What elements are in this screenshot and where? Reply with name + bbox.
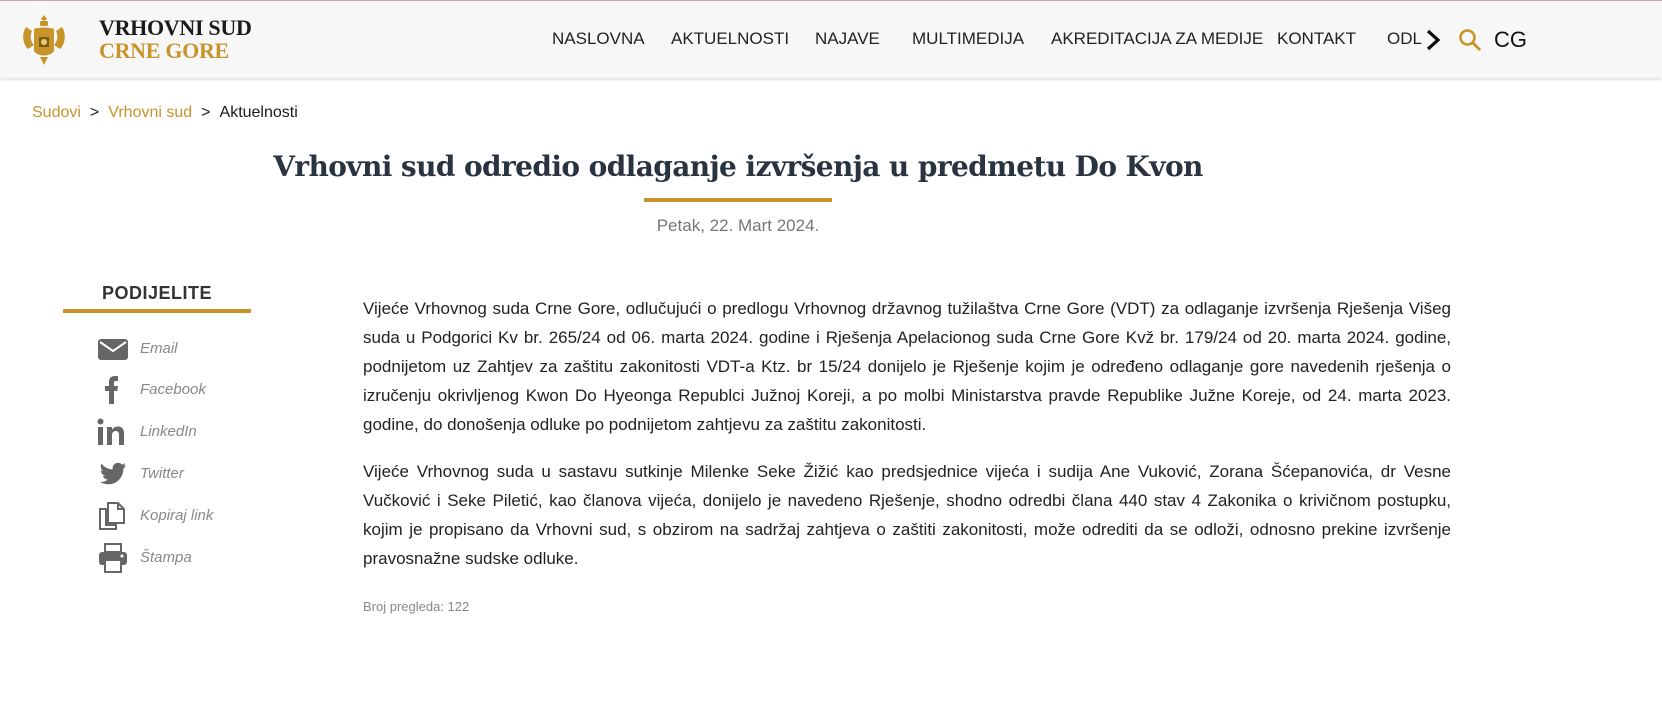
- breadcrumb-separator: >: [89, 104, 100, 121]
- title-divider: [644, 198, 832, 202]
- share-facebook[interactable]: [97, 375, 257, 405]
- twitter-icon: [97, 459, 129, 489]
- breadcrumb: [32, 104, 298, 122]
- brand-line-1: VRHOVNI SUD: [99, 15, 252, 40]
- nav-item-aktuelnosti[interactable]: AKTUELNOSTI: [671, 29, 790, 48]
- share-label: Facebook: [140, 381, 206, 398]
- coat-of-arms-logo[interactable]: [20, 13, 68, 67]
- nav-item-najave[interactable]: NAJAVE: [815, 29, 880, 48]
- article-paragraph: Vijeće Vrhovnog suda u sastavu sutkinje Milenke Seke Žižić kao predsjednice vijeća i sudija Ane Vuković, Zorana Šćepanovića, dr Vesne Vučković i Seke Piletić, kao članova vijeća, donijelo je navedeno Rješenje, shodno odredbi člana 440 stav 4 Zakonika o krivičnom postupku, kojim je propisano da Vrhovni sud, s obzirom na sadržaj zahtjeva o zaštiti zakonitosti, može odrediti da se odloži, odnosno prekine izvršenje pravosnažne sudske odluke.: [363, 462, 1451, 568]
- article-paragraph: Vijeće Vrhovnog suda Crne Gore, odlučujući o predlogu Vrhovnog državnog tužilaštva Crne Gore (VDT) za odlaganje izvršenja Rješenja Višeg suda u Podgorici Kv br. 265/24 od 06. marta 2024. godine i Rješenja Apelacionog suda Crne Gore Kvž br. 179/24 od 20. marta 2024. godine, podnijetom uz Zahtjev za zaštitu zakonitosti VDT-a Ktz. br 15/24 donijelo je Rješenje kojim je određeno odlaganje gore navedenih rješenja o izručenju okrivljenog Kwon Do Hyeonga Republci Južnoj Koreji, a po molbi Ministarstva pravde Republike Južne Koreje, od 24. marta 2023. godine, do donošenja odluke po podnijetom zahtjevu za zaštitu zakonitosti.: [363, 299, 1451, 434]
- nav-item-akreditacija[interactable]: AKREDITACIJA ZA MEDIJE: [1051, 29, 1264, 48]
- nav-item-naslovna[interactable]: NASLOVNA: [552, 29, 645, 48]
- print-icon: [97, 543, 129, 573]
- copy-link-icon: [97, 501, 129, 531]
- article-body: [363, 294, 1451, 591]
- share-print[interactable]: [97, 543, 257, 573]
- share-label: LinkedIn: [140, 423, 197, 440]
- share-label: Email: [140, 340, 178, 357]
- share-divider: [63, 309, 251, 313]
- email-icon: [97, 334, 129, 364]
- chevron-right-icon[interactable]: [1424, 29, 1442, 51]
- share-label: Štampa: [140, 549, 192, 566]
- breadcrumb-sudovi[interactable]: Sudovi: [32, 104, 81, 121]
- share-label: Twitter: [140, 465, 184, 482]
- article-date: Petak, 22. Mart 2024.: [656, 216, 820, 235]
- share-copy-link[interactable]: [97, 501, 257, 531]
- breadcrumb-separator: >: [201, 104, 211, 121]
- linkedin-icon: [97, 417, 129, 447]
- page-title: Vrhovni sud odredio odlaganje izvršenja u predmetu Do Kvon: [273, 150, 1203, 183]
- share-linkedin[interactable]: [97, 417, 257, 447]
- language-switch[interactable]: CG: [1494, 27, 1527, 52]
- facebook-icon: [97, 375, 129, 405]
- share-label: Kopiraj link: [140, 507, 214, 524]
- nav-item-partial-label: ODL: [1387, 29, 1422, 48]
- brand-line-2: CRNE GORE: [99, 38, 229, 63]
- view-count: Broj pregleda: 122: [363, 599, 470, 614]
- share-twitter[interactable]: [97, 459, 257, 489]
- breadcrumb-current: Aktuelnosti: [219, 104, 298, 121]
- nav-item-kontakt[interactable]: KONTAKT: [1277, 29, 1357, 48]
- share-heading: PODIJELITE: [101, 283, 213, 303]
- share-email[interactable]: [97, 334, 257, 364]
- site-brand[interactable]: [99, 16, 252, 62]
- site-header: [0, 0, 1662, 78]
- nav-item-multimedija[interactable]: MULTIMEDIJA: [912, 29, 1025, 48]
- breadcrumb-vrhovni-sud[interactable]: Vrhovni sud: [108, 104, 193, 121]
- search-icon[interactable]: [1458, 28, 1482, 52]
